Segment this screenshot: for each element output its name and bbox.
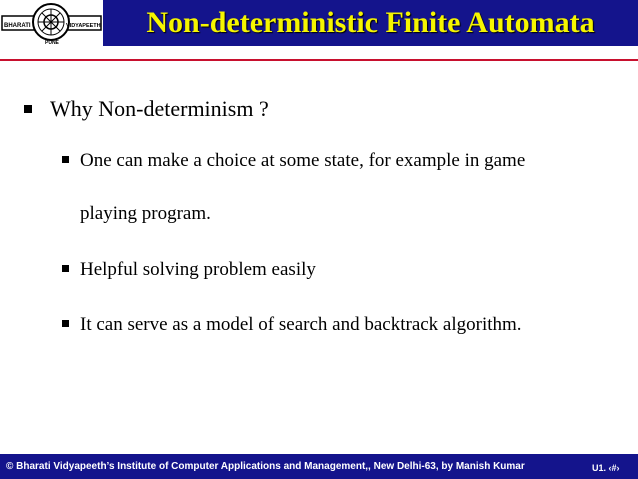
slide-title: Non-deterministic Finite Automata <box>146 6 595 39</box>
sub-bullet-text: It can serve as a model of search and backtrack algorithm. <box>80 314 522 335</box>
footer-credit: © Bharati Vidyapeeth’s Institute of Computer Applications and Management,, New Delhi-63, by Manish Kumar <box>6 461 525 472</box>
slide-header <box>0 0 638 48</box>
sub-bullet-text: Helpful solving problem easily <box>80 259 316 280</box>
square-bullet-icon <box>62 265 69 272</box>
square-bullet-icon <box>62 320 69 327</box>
sub-bullet-text: One can make a choice at some state, for example in game <box>80 150 526 171</box>
svg-text:VIDYAPEETH: VIDYAPEETH <box>66 23 101 29</box>
slide-footer <box>0 454 638 479</box>
sub-bullet-continuation: playing program. <box>80 203 211 224</box>
sub-bullet <box>62 314 522 336</box>
header-divider <box>0 59 638 61</box>
heading-bullet <box>24 96 269 122</box>
svg-text:BHARATI: BHARATI <box>4 23 31 29</box>
heading-bullet-text: Why Non-determinism ? <box>50 96 269 121</box>
sub-bullet <box>62 259 316 281</box>
square-bullet-icon <box>62 156 69 163</box>
svg-text:PUNE: PUNE <box>45 40 59 46</box>
institution-logo <box>0 0 103 46</box>
sub-bullet <box>62 150 525 172</box>
slide-number: U1. ‹#› <box>592 463 620 473</box>
square-bullet-icon <box>24 105 32 113</box>
